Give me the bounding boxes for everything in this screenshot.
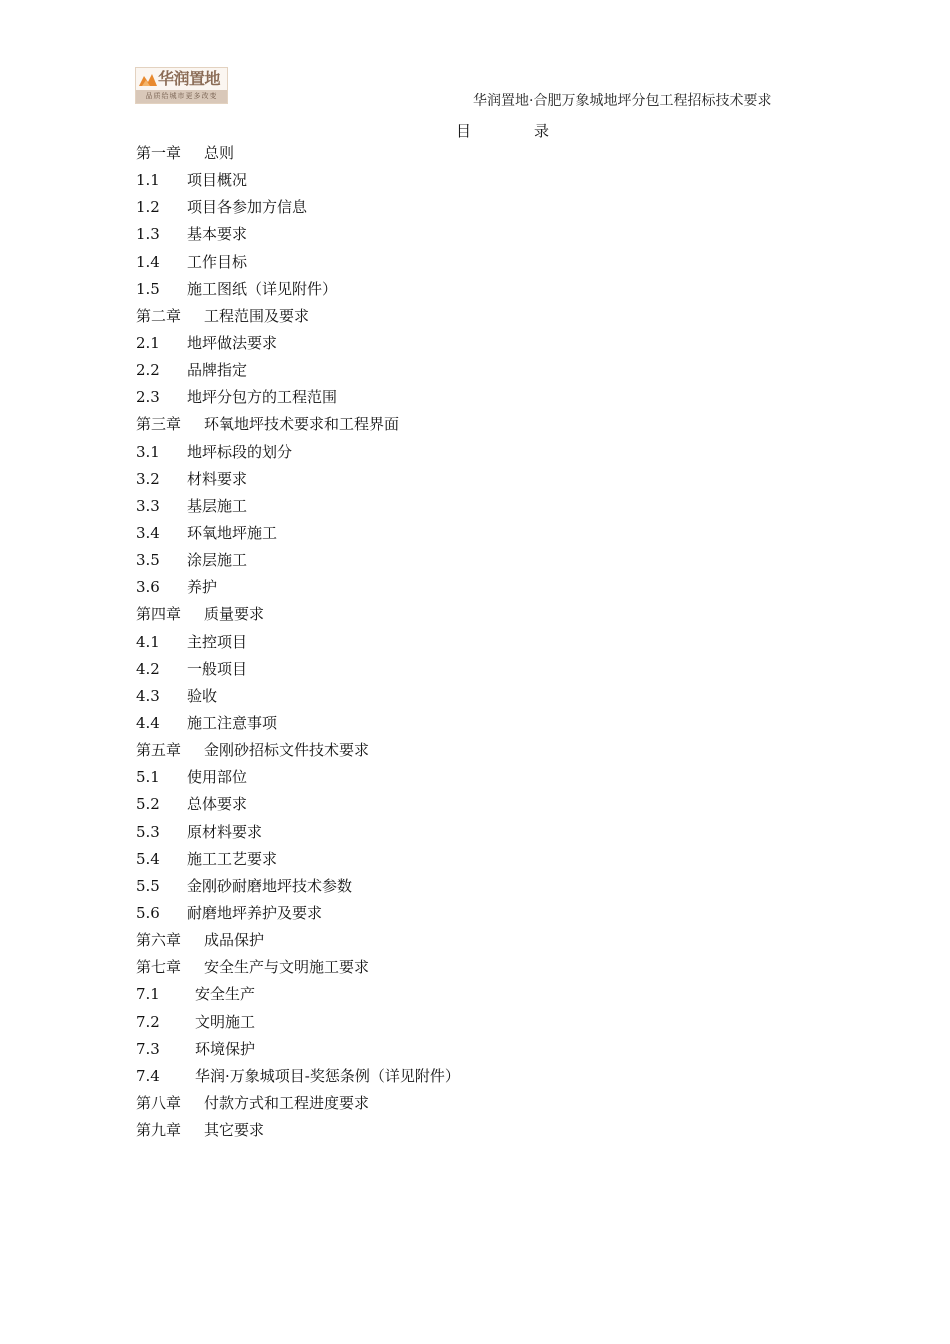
toc-entry-number: 4.3 — [136, 686, 160, 705]
toc-entry-number: 1.2 — [136, 198, 160, 217]
toc-entry-title: 基本要求 — [187, 225, 248, 244]
toc-section-entry[interactable] — [136, 520, 460, 547]
toc-section-entry[interactable] — [136, 1063, 460, 1090]
toc-entry-number: 1.3 — [136, 225, 160, 244]
toc-entry-title: 验收 — [187, 686, 218, 705]
toc-entry-number: 2.2 — [136, 361, 160, 380]
toc-entry-number: 5.5 — [136, 876, 160, 895]
toc-section-entry[interactable] — [136, 683, 460, 710]
toc-entry-title: 地坪做法要求 — [187, 333, 278, 352]
toc-entry-title: 项目概况 — [187, 171, 248, 190]
toc-chapter-entry[interactable] — [136, 1117, 460, 1144]
toc-chapter-entry[interactable] — [136, 954, 460, 981]
toc-entry-title: 金刚砂耐磨地坪技术参数 — [187, 876, 353, 895]
toc-entry-number: 3.6 — [136, 578, 160, 597]
toc-entry-number: 第二章 — [136, 306, 182, 325]
toc-entry-number: 1.1 — [136, 171, 160, 190]
toc-heading-right: 录 — [534, 122, 550, 140]
toc-section-entry[interactable] — [136, 330, 460, 357]
toc-entry-number: 5.1 — [136, 768, 160, 787]
toc-entry-number: 第七章 — [136, 958, 182, 977]
toc-section-entry[interactable] — [136, 656, 460, 683]
toc-chapter-entry[interactable] — [136, 737, 460, 764]
toc-entry-title: 环氧地坪施工 — [187, 523, 278, 542]
toc-chapter-entry[interactable] — [136, 927, 460, 954]
toc-section-entry[interactable] — [136, 764, 460, 791]
logo-slogan: 品质给城市更多改变 — [136, 90, 227, 103]
toc-entry-number: 5.6 — [136, 903, 160, 922]
toc-entry-title: 耐磨地坪养护及要求 — [187, 903, 323, 922]
toc-section-entry[interactable] — [136, 873, 460, 900]
toc-entry-number: 3.5 — [136, 551, 160, 570]
toc-entry-title: 原材料要求 — [187, 822, 263, 841]
toc-entry-number: 第八章 — [136, 1093, 182, 1112]
toc-chapter-entry[interactable] — [136, 601, 460, 628]
toc-entry-number: 3.3 — [136, 496, 160, 515]
toc-section-entry[interactable] — [136, 167, 460, 194]
toc-entry-title: 材料要求 — [187, 469, 248, 488]
toc-section-entry[interactable] — [136, 710, 460, 737]
document-header-title: 华润置地·合肥万象城地坪分包工程招标技术要求 — [473, 93, 772, 109]
toc-entry-title: 文明施工 — [195, 1012, 256, 1031]
toc-section-entry[interactable] — [136, 900, 460, 927]
toc-entry-number: 1.4 — [136, 252, 160, 271]
toc-entry-title: 安全生产与文明施工要求 — [204, 958, 370, 977]
toc-entry-number: 7.4 — [136, 1066, 160, 1085]
toc-entry-title: 华润·万象城项目-奖惩条例（详见附件） — [195, 1066, 460, 1085]
toc-entry-number: 第一章 — [136, 144, 182, 162]
toc-section-entry[interactable] — [136, 1009, 460, 1036]
toc-section-entry[interactable] — [136, 574, 460, 601]
toc-section-entry[interactable] — [136, 819, 460, 846]
toc-entry-title: 总则 — [204, 144, 235, 162]
toc-entry-title: 涂层施工 — [187, 551, 248, 570]
toc-entry-title: 施工图纸（详见附件） — [187, 279, 338, 298]
toc-entry-title: 总体要求 — [187, 795, 248, 814]
toc-entry-title: 环氧地坪技术要求和工程界面 — [204, 415, 400, 434]
toc-section-entry[interactable] — [136, 981, 460, 1008]
toc-entry-number: 4.2 — [136, 659, 160, 678]
toc-entry-number: 5.4 — [136, 849, 160, 868]
toc-chapter-entry[interactable] — [136, 1090, 460, 1117]
toc-chapter-entry[interactable] — [136, 303, 460, 330]
toc-entry-number: 第三章 — [136, 415, 182, 434]
toc-entry-title: 其它要求 — [204, 1121, 265, 1140]
toc-entry-title: 付款方式和工程进度要求 — [204, 1093, 370, 1112]
toc-entry-number: 3.2 — [136, 469, 160, 488]
toc-heading — [456, 121, 549, 141]
logo-mountain-icon — [139, 71, 157, 87]
toc-entry-number: 3.1 — [136, 442, 160, 461]
toc-entry-title: 地坪分包方的工程范围 — [187, 388, 338, 407]
toc-entry-number: 3.4 — [136, 523, 160, 542]
toc-chapter-entry[interactable] — [136, 140, 460, 167]
toc-entry-number: 7.1 — [136, 985, 160, 1004]
toc-section-entry[interactable] — [136, 194, 460, 221]
toc-entry-title: 质量要求 — [204, 605, 265, 624]
toc-entry-number: 1.5 — [136, 279, 160, 298]
toc-entry-title: 基层施工 — [187, 496, 248, 515]
logo-brand-name: 华润置地 — [158, 69, 221, 88]
toc-entry-number: 4.4 — [136, 713, 160, 732]
toc-chapter-entry[interactable] — [136, 411, 460, 438]
toc-section-entry[interactable] — [136, 221, 460, 248]
toc-entry-number: 7.2 — [136, 1012, 160, 1031]
toc-entry-title: 工程范围及要求 — [204, 306, 310, 325]
toc-entry-title: 成品保护 — [204, 931, 265, 950]
company-logo — [135, 67, 228, 104]
toc-entry-title: 金刚砂招标文件技术要求 — [204, 741, 370, 760]
toc-entry-number: 5.2 — [136, 795, 160, 814]
toc-entry-title: 施工注意事项 — [187, 713, 278, 732]
toc-entry-title: 使用部位 — [187, 768, 248, 787]
toc-entry-title: 一般项目 — [187, 659, 248, 678]
toc-entry-number: 第四章 — [136, 605, 182, 624]
toc-entry-number: 5.3 — [136, 822, 160, 841]
toc-section-entry[interactable] — [136, 493, 460, 520]
toc-entry-title: 施工工艺要求 — [187, 849, 278, 868]
toc-section-entry[interactable] — [136, 466, 460, 493]
toc-entry-number: 2.3 — [136, 388, 160, 407]
toc-entry-title: 环境保护 — [195, 1039, 256, 1058]
toc-section-entry[interactable] — [136, 384, 460, 411]
toc-section-entry[interactable] — [136, 357, 460, 384]
toc-entry-title: 安全生产 — [195, 985, 256, 1004]
toc-entry-number: 7.3 — [136, 1039, 160, 1058]
toc-entry-number: 第五章 — [136, 741, 182, 760]
table-of-contents — [136, 140, 460, 1144]
toc-section-entry[interactable] — [136, 846, 460, 873]
toc-entry-number: 4.1 — [136, 632, 160, 651]
toc-section-entry[interactable] — [136, 629, 460, 656]
toc-section-entry[interactable] — [136, 249, 460, 276]
toc-section-entry[interactable] — [136, 791, 460, 818]
toc-entry-title: 地坪标段的划分 — [187, 442, 293, 461]
toc-section-entry[interactable] — [136, 1036, 460, 1063]
toc-entry-number: 第九章 — [136, 1121, 182, 1140]
toc-entry-number: 第六章 — [136, 931, 182, 950]
toc-entry-title: 项目各参加方信息 — [187, 198, 308, 217]
toc-entry-title: 品牌指定 — [187, 361, 248, 380]
toc-heading-left: 目 — [456, 122, 472, 140]
toc-section-entry[interactable] — [136, 547, 460, 574]
toc-entry-title: 工作目标 — [187, 252, 248, 271]
toc-entry-title: 主控项目 — [187, 632, 248, 651]
toc-entry-number: 2.1 — [136, 333, 160, 352]
toc-section-entry[interactable] — [136, 439, 460, 466]
toc-section-entry[interactable] — [136, 276, 460, 303]
toc-entry-title: 养护 — [187, 578, 218, 597]
